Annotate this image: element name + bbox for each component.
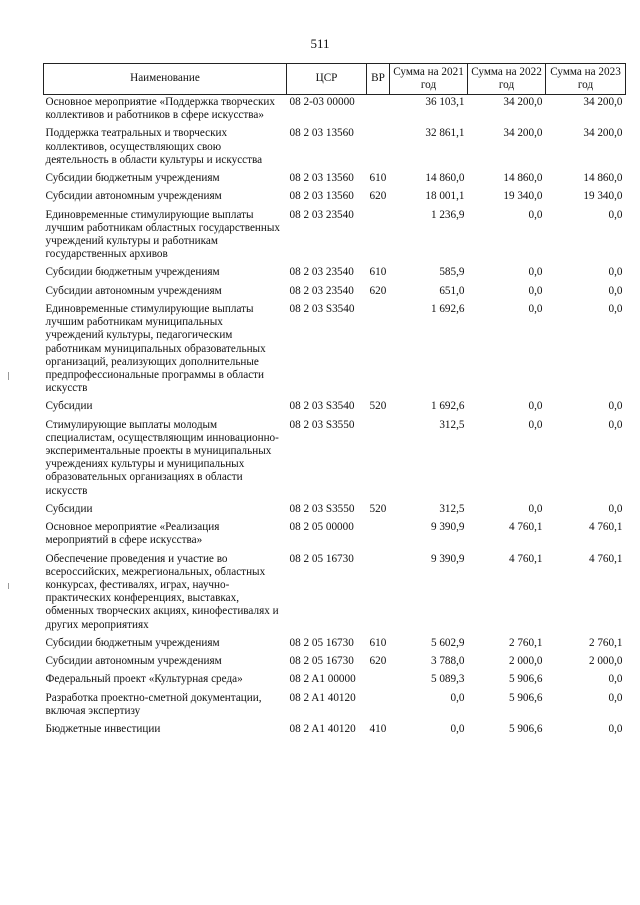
- row-csr: 08 2 A1 40120: [289, 722, 356, 735]
- row-csr: 08 2 05 16730: [289, 655, 354, 668]
- row-sum-2022: 0,0: [528, 400, 543, 413]
- row-sum-2023: 0,0: [608, 502, 623, 515]
- row-sum-2023: 4 760,1: [588, 521, 623, 534]
- table-row: [44, 171, 626, 189]
- row-name: Разработка проектно-сметной документации, включая экспертизу: [45, 691, 262, 717]
- row-sum-2023: 34 200,0: [583, 127, 623, 140]
- row-csr: 08 2-03 00000: [289, 96, 355, 108]
- row-sum-2022: 0,0: [528, 266, 543, 279]
- row-csr: 08 2 05 16730: [289, 552, 354, 565]
- row-sum-2022: 19 340,0: [503, 190, 543, 203]
- table-row: [44, 189, 626, 207]
- row-csr: 08 2 05 16730: [289, 636, 354, 649]
- row-sum-2021: 1 692,6: [430, 302, 465, 315]
- table-body: [44, 95, 626, 741]
- table-row: [44, 126, 626, 171]
- row-sum-2021: 14 860,0: [425, 172, 465, 185]
- row-csr: 08 2 03 23540: [289, 208, 354, 221]
- row-name: Единовременные стимулирующие выплаты лучшим работникам областных государственных учреждений культуры и работникам государственных архивов: [45, 208, 281, 261]
- table-row: [44, 418, 626, 502]
- page-number: 511: [310, 36, 330, 51]
- row-vr: 410: [369, 722, 387, 735]
- row-sum-2022: 4 760,1: [508, 521, 543, 534]
- table-row: [44, 208, 626, 266]
- row-sum-2021: 1 692,6: [430, 400, 465, 413]
- table-row: [44, 284, 626, 302]
- row-sum-2022: 34 200,0: [503, 96, 543, 108]
- row-csr: 08 2 03 S3540: [289, 400, 355, 413]
- table-row: [44, 95, 626, 127]
- row-sum-2022: 5 906,6: [508, 691, 543, 704]
- row-csr: 08 2 03 S3550: [289, 502, 355, 515]
- row-name: Субсидии автономным учреждениям: [45, 190, 222, 203]
- header-sum-2022: Сумма на 2022 год: [468, 64, 546, 95]
- row-sum-2022: 0,0: [528, 208, 543, 221]
- row-sum-2023: 4 760,1: [588, 552, 623, 565]
- row-sum-2021: 585,9: [439, 266, 465, 279]
- table-row: [44, 552, 626, 636]
- row-name: Федеральный проект «Культурная среда»: [45, 673, 243, 686]
- table-row: [44, 302, 626, 400]
- row-sum-2021: 32 861,1: [425, 127, 465, 140]
- row-sum-2023: 0,0: [608, 673, 623, 686]
- budget-table: [43, 63, 626, 740]
- row-csr: 08 2 A1 00000: [289, 673, 356, 686]
- header-csr: ЦСР: [287, 64, 367, 95]
- row-csr: 08 2 03 13560: [289, 190, 354, 203]
- row-csr: 08 2 A1 40120: [289, 691, 356, 704]
- row-sum-2021: 3 788,0: [430, 655, 465, 668]
- row-name: Единовременные стимулирующие выплаты лучшим работникам муниципальных учреждений культуры, педагогическим работникам муниципальных образовательных организаций, реализующих дополнительные предпрофессиональные программы в области искусств: [45, 302, 266, 395]
- row-sum-2023: 2 000,0: [588, 655, 623, 668]
- row-sum-2022: 14 860,0: [503, 172, 543, 185]
- row-name: Обеспечение проведения и участие во всероссийских, межрегиональных, областных конкурсах, фестивалях, играх, научно-практических конференциях, выставках, обменных творческих акциях, кинофестивалях и других мероприятиях: [45, 552, 279, 631]
- row-name: Субсидии бюджетным учреждениям: [45, 266, 220, 279]
- row-sum-2021: 18 001,1: [425, 190, 465, 203]
- row-sum-2022: 5 906,6: [508, 722, 543, 735]
- row-vr: 620: [369, 190, 387, 203]
- row-vr: 620: [369, 284, 387, 297]
- table-row: [44, 654, 626, 672]
- row-csr: 08 2 03 13560: [289, 127, 354, 140]
- row-sum-2023: 0,0: [608, 418, 623, 431]
- row-sum-2022: 34 200,0: [503, 127, 543, 140]
- row-sum-2022: 0,0: [528, 502, 543, 515]
- row-csr: 08 2 05 00000: [289, 521, 354, 534]
- row-sum-2021: 312,5: [439, 502, 465, 515]
- row-sum-2023: 0,0: [608, 284, 623, 297]
- row-sum-2021: 1 236,9: [430, 208, 465, 221]
- row-sum-2021: 9 390,9: [430, 552, 465, 565]
- table-row: [44, 691, 626, 722]
- row-sum-2021: 5 602,9: [430, 636, 465, 649]
- row-sum-2021: 312,5: [439, 418, 465, 431]
- row-csr: 08 2 03 S3550: [289, 418, 355, 431]
- row-vr: 610: [369, 266, 387, 279]
- row-vr: 620: [369, 655, 387, 668]
- row-name: Основное мероприятие «Реализация мероприятий в сфере искусства»: [45, 521, 220, 547]
- row-sum-2021: 5 089,3: [430, 673, 465, 686]
- row-name: Субсидии бюджетным учреждениям: [45, 172, 220, 185]
- row-vr: [367, 95, 390, 127]
- row-sum-2023: 0,0: [608, 302, 623, 315]
- row-name: Бюджетные инвестиции: [45, 722, 161, 735]
- row-vr: [367, 418, 390, 502]
- row-vr: 520: [369, 502, 387, 515]
- row-sum-2021: 651,0: [439, 284, 465, 297]
- table-row: [44, 502, 626, 520]
- row-sum-2023: 0,0: [608, 722, 623, 735]
- margin-mark: [8, 583, 9, 589]
- row-vr: 610: [369, 172, 387, 185]
- header-sum-2021: Сумма на 2021 год: [390, 64, 468, 95]
- row-vr: [367, 208, 390, 266]
- row-csr: 08 2 03 S3540: [289, 302, 355, 315]
- row-sum-2022: 5 906,6: [508, 673, 543, 686]
- row-vr: 610: [369, 636, 387, 649]
- row-sum-2023: 0,0: [608, 266, 623, 279]
- row-name: Стимулирующие выплаты молодым специалистам, осуществляющим инновационно-экспериментальные проекты в муниципальных учреждениях культуры и муниципальных образовательных организациях в области искусств: [45, 418, 279, 497]
- row-name: Субсидии автономным учреждениям: [45, 655, 222, 668]
- row-sum-2021: 9 390,9: [430, 521, 465, 534]
- table-row: [44, 672, 626, 690]
- row-sum-2023: 0,0: [608, 400, 623, 413]
- row-sum-2023: 34 200,0: [583, 96, 623, 108]
- row-vr: [367, 691, 390, 722]
- row-vr: [367, 672, 390, 690]
- row-sum-2022: 0,0: [528, 284, 543, 297]
- row-sum-2021: 0,0: [450, 691, 465, 704]
- header-sum-2023: Сумма на 2023 год: [546, 64, 626, 95]
- row-sum-2022: 4 760,1: [508, 552, 543, 565]
- row-name: Поддержка театральных и творческих коллективов, осуществляющих свою деятельность в области культуры и искусства: [45, 127, 263, 166]
- row-sum-2023: 14 860,0: [583, 172, 623, 185]
- table-row: [44, 520, 626, 551]
- row-sum-2021: 36 103,1: [425, 96, 465, 108]
- row-sum-2023: 0,0: [608, 691, 623, 704]
- table-header-row: [44, 64, 626, 95]
- row-vr: [367, 126, 390, 171]
- row-csr: 08 2 03 23540: [289, 266, 354, 279]
- row-name: Субсидии автономным учреждениям: [45, 284, 222, 297]
- table-row: [44, 722, 626, 740]
- row-sum-2022: 2 760,1: [508, 636, 543, 649]
- row-sum-2022: 0,0: [528, 418, 543, 431]
- row-csr: 08 2 03 13560: [289, 172, 354, 185]
- row-sum-2023: 2 760,1: [588, 636, 623, 649]
- table-row: [44, 265, 626, 283]
- table-row: [44, 636, 626, 654]
- row-name: Основное мероприятие «Поддержка творческих коллективов и работников в сфере искусства»: [45, 96, 275, 122]
- row-vr: 520: [369, 400, 387, 413]
- row-sum-2021: 0,0: [450, 722, 465, 735]
- header-name: Наименование: [44, 64, 287, 95]
- row-csr: 08 2 03 23540: [289, 284, 354, 297]
- row-name: Субсидии бюджетным учреждениям: [45, 636, 220, 649]
- row-sum-2023: 0,0: [608, 208, 623, 221]
- margin-mark: [8, 372, 9, 380]
- row-name: Субсидии: [45, 502, 93, 515]
- row-sum-2023: 19 340,0: [583, 190, 623, 203]
- row-vr: [367, 552, 390, 636]
- row-vr: [367, 520, 390, 551]
- row-sum-2022: 2 000,0: [508, 655, 543, 668]
- row-vr: [367, 302, 390, 400]
- row-name: Субсидии: [45, 400, 93, 413]
- table-row: [44, 399, 626, 417]
- row-sum-2022: 0,0: [528, 302, 543, 315]
- header-vr: ВР: [367, 64, 390, 95]
